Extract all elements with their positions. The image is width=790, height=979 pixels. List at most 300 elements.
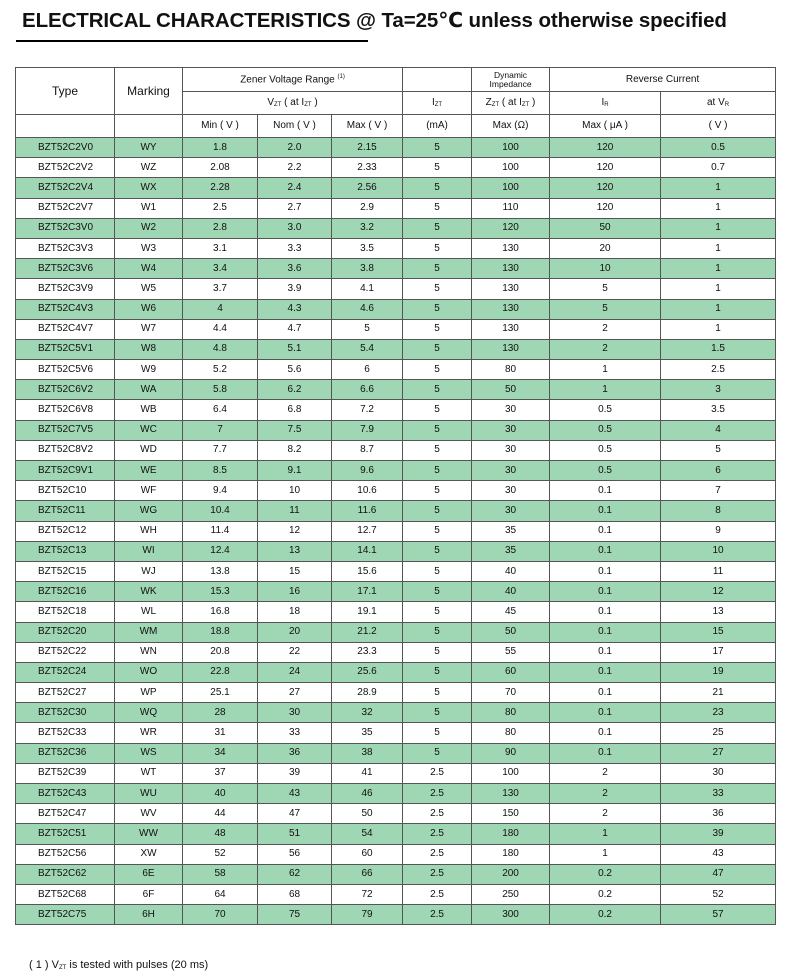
cell-type: BZT52C9V1 [16, 461, 115, 481]
table-row [16, 420, 776, 440]
cell-izt: 5 [403, 238, 472, 258]
cell-min: 40 [183, 784, 258, 804]
cell-ir: 1 [550, 824, 661, 844]
cell-izt: 5 [403, 178, 472, 198]
cell-marking: WC [115, 420, 183, 440]
cell-marking: W6 [115, 299, 183, 319]
cell-type: BZT52C6V2 [16, 380, 115, 400]
cell-zzt: 130 [472, 339, 550, 359]
cell-type: BZT52C68 [16, 884, 115, 904]
cell-vr: 1 [661, 218, 776, 238]
cell-marking: WH [115, 521, 183, 541]
cell-ir: 0.1 [550, 683, 661, 703]
cell-vr: 10 [661, 541, 776, 561]
col-header-reverse-current: Reverse Current [550, 68, 776, 92]
cell-vr: 11 [661, 561, 776, 581]
table-row [16, 198, 776, 218]
cell-ir: 1 [550, 844, 661, 864]
cell-min: 16.8 [183, 602, 258, 622]
cell-marking: WR [115, 723, 183, 743]
cell-type: BZT52C51 [16, 824, 115, 844]
table-body [16, 138, 776, 925]
cell-type: BZT52C6V8 [16, 400, 115, 420]
col-header-ma: (mA) [403, 115, 472, 138]
cell-type: BZT52C20 [16, 622, 115, 642]
col-header-max-ua: Max ( μA ) [550, 115, 661, 138]
cell-ir: 120 [550, 138, 661, 158]
cell-ir: 2 [550, 763, 661, 783]
cell-marking: WV [115, 804, 183, 824]
cell-izt: 5 [403, 218, 472, 238]
cell-type: BZT52C36 [16, 743, 115, 763]
cell-nom: 56 [258, 844, 332, 864]
cell-min: 8.5 [183, 461, 258, 481]
cell-zzt: 100 [472, 158, 550, 178]
cell-ir: 5 [550, 299, 661, 319]
cell-ir: 50 [550, 218, 661, 238]
impedance-label: Impedance [489, 78, 532, 89]
cell-marking: WU [115, 784, 183, 804]
cell-nom: 3.0 [258, 218, 332, 238]
cell-zzt: 150 [472, 804, 550, 824]
cell-izt: 5 [403, 561, 472, 581]
cell-min: 18.8 [183, 622, 258, 642]
cell-izt: 5 [403, 259, 472, 279]
cell-marking: WY [115, 138, 183, 158]
cell-marking: W9 [115, 360, 183, 380]
col-header-min-v: Min ( V ) [183, 115, 258, 138]
cell-zzt: 80 [472, 703, 550, 723]
cell-ir: 5 [550, 279, 661, 299]
cell-nom: 2.7 [258, 198, 332, 218]
cell-zzt: 35 [472, 541, 550, 561]
cell-min: 44 [183, 804, 258, 824]
cell-nom: 62 [258, 864, 332, 884]
cell-max: 50 [332, 804, 403, 824]
footnote [29, 959, 208, 971]
cell-nom: 20 [258, 622, 332, 642]
cell-type: BZT52C3V3 [16, 238, 115, 258]
cell-izt: 5 [403, 602, 472, 622]
cell-vr: 3.5 [661, 400, 776, 420]
cell-izt: 5 [403, 703, 472, 723]
cell-vr: 0.5 [661, 138, 776, 158]
cell-izt: 5 [403, 723, 472, 743]
cell-zzt: 300 [472, 905, 550, 925]
cell-ir: 120 [550, 158, 661, 178]
cell-marking: WS [115, 743, 183, 763]
cell-min: 1.8 [183, 138, 258, 158]
table-row [16, 541, 776, 561]
cell-max: 32 [332, 703, 403, 723]
cell-max: 3.2 [332, 218, 403, 238]
col-header-izt: $I_{ZT}$ [403, 92, 472, 115]
cell-ir: 0.1 [550, 703, 661, 723]
cell-type: BZT52C43 [16, 784, 115, 804]
cell-zzt: 35 [472, 521, 550, 541]
cell-ir: 120 [550, 198, 661, 218]
cell-nom: 15 [258, 561, 332, 581]
cell-ir: 1 [550, 360, 661, 380]
footnote-number: ( 1 ) [29, 959, 49, 971]
dynamic-label: Dynamic [494, 69, 528, 80]
cell-nom: 12 [258, 521, 332, 541]
table-row [16, 683, 776, 703]
cell-nom: 5.6 [258, 360, 332, 380]
cell-ir: 0.1 [550, 521, 661, 541]
cell-type: BZT52C56 [16, 844, 115, 864]
cell-vr: 1 [661, 178, 776, 198]
table-row [16, 622, 776, 642]
cell-ir: 2 [550, 804, 661, 824]
cell-marking: WN [115, 642, 183, 662]
cell-max: 4.6 [332, 299, 403, 319]
cell-marking: WE [115, 461, 183, 481]
cell-ir: 0.2 [550, 884, 661, 904]
cell-zzt: 200 [472, 864, 550, 884]
cell-izt: 5 [403, 582, 472, 602]
cell-min: 13.8 [183, 561, 258, 581]
cell-min: 6.4 [183, 400, 258, 420]
cell-vr: 17 [661, 642, 776, 662]
cell-min: 22.8 [183, 662, 258, 682]
cell-marking: W4 [115, 259, 183, 279]
cell-max: 2.56 [332, 178, 403, 198]
cell-marking: 6H [115, 905, 183, 925]
col-header-nom-v: Nom ( V ) [258, 115, 332, 138]
table-row [16, 884, 776, 904]
cell-marking: W1 [115, 198, 183, 218]
cell-ir: 2 [550, 319, 661, 339]
cell-zzt: 50 [472, 622, 550, 642]
cell-ir: 0.1 [550, 622, 661, 642]
cell-nom: 8.2 [258, 440, 332, 460]
table-row [16, 602, 776, 622]
table-row [16, 763, 776, 783]
cell-type: BZT52C12 [16, 521, 115, 541]
table-row [16, 784, 776, 804]
col-header-izt-blank [403, 68, 472, 92]
cell-zzt: 90 [472, 743, 550, 763]
cell-marking: WP [115, 683, 183, 703]
cell-min: 3.1 [183, 238, 258, 258]
table-row [16, 238, 776, 258]
cell-ir: 0.1 [550, 541, 661, 561]
cell-type: BZT52C47 [16, 804, 115, 824]
cell-ir: 1 [550, 380, 661, 400]
cell-nom: 16 [258, 582, 332, 602]
cell-vr: 33 [661, 784, 776, 804]
units-marking-blank [115, 115, 183, 138]
cell-max: 2.9 [332, 198, 403, 218]
cell-vr: 1 [661, 319, 776, 339]
cell-vr: 47 [661, 864, 776, 884]
cell-min: 5.8 [183, 380, 258, 400]
cell-izt: 5 [403, 198, 472, 218]
cell-zzt: 100 [472, 138, 550, 158]
cell-marking: WZ [115, 158, 183, 178]
cell-nom: 3.3 [258, 238, 332, 258]
table-row [16, 279, 776, 299]
cell-vr: 13 [661, 602, 776, 622]
cell-izt: 5 [403, 380, 472, 400]
cell-izt: 2.5 [403, 763, 472, 783]
cell-min: 34 [183, 743, 258, 763]
cell-max: 79 [332, 905, 403, 925]
cell-nom: 3.9 [258, 279, 332, 299]
cell-type: BZT52C27 [16, 683, 115, 703]
cell-nom: 11 [258, 501, 332, 521]
table-row [16, 299, 776, 319]
table-row [16, 582, 776, 602]
cell-max: 8.7 [332, 440, 403, 460]
electrical-characteristics-table [15, 67, 776, 925]
cell-marking: XW [115, 844, 183, 864]
cell-zzt: 30 [472, 501, 550, 521]
cell-zzt: 180 [472, 844, 550, 864]
cell-ir: 0.1 [550, 723, 661, 743]
cell-nom: 36 [258, 743, 332, 763]
cell-vr: 36 [661, 804, 776, 824]
cell-zzt: 30 [472, 440, 550, 460]
cell-nom: 18 [258, 602, 332, 622]
cell-vr: 8 [661, 501, 776, 521]
cell-izt: 5 [403, 622, 472, 642]
cell-min: 52 [183, 844, 258, 864]
cell-vr: 3 [661, 380, 776, 400]
cell-ir: 0.2 [550, 905, 661, 925]
cell-max: 15.6 [332, 561, 403, 581]
page-title: ELECTRICAL CHARACTERISTICS @ Ta=25℃ unless otherwise specified [22, 9, 727, 32]
cell-vr: 12 [661, 582, 776, 602]
col-header-zzt: $Z_{ZT}$ ( at $I_{ZT}$ ) [472, 92, 550, 115]
cell-zzt: 100 [472, 178, 550, 198]
cell-marking: WB [115, 400, 183, 420]
cell-nom: 4.7 [258, 319, 332, 339]
cell-vr: 1 [661, 279, 776, 299]
cell-zzt: 130 [472, 299, 550, 319]
cell-type: BZT52C5V6 [16, 360, 115, 380]
cell-nom: 43 [258, 784, 332, 804]
cell-vr: 1 [661, 259, 776, 279]
cell-vr: 1 [661, 299, 776, 319]
cell-min: 4 [183, 299, 258, 319]
cell-nom: 24 [258, 662, 332, 682]
cell-marking: WI [115, 541, 183, 561]
cell-ir: 0.1 [550, 743, 661, 763]
cell-izt: 5 [403, 138, 472, 158]
cell-izt: 2.5 [403, 844, 472, 864]
cell-zzt: 130 [472, 238, 550, 258]
cell-zzt: 100 [472, 763, 550, 783]
cell-marking: WL [115, 602, 183, 622]
cell-type: BZT52C2V0 [16, 138, 115, 158]
cell-marking: W3 [115, 238, 183, 258]
cell-max: 25.6 [332, 662, 403, 682]
table-row [16, 319, 776, 339]
table-row [16, 158, 776, 178]
cell-zzt: 30 [472, 481, 550, 501]
cell-max: 28.9 [332, 683, 403, 703]
cell-izt: 2.5 [403, 784, 472, 804]
cell-type: BZT52C62 [16, 864, 115, 884]
cell-min: 7 [183, 420, 258, 440]
cell-vr: 4 [661, 420, 776, 440]
cell-type: BZT52C33 [16, 723, 115, 743]
cell-min: 48 [183, 824, 258, 844]
cell-max: 3.5 [332, 238, 403, 258]
cell-min: 2.08 [183, 158, 258, 178]
cell-izt: 2.5 [403, 804, 472, 824]
cell-nom: 2.2 [258, 158, 332, 178]
cell-max: 12.7 [332, 521, 403, 541]
col-header-max-ohm: Max (Ω) [472, 115, 550, 138]
cell-marking: W7 [115, 319, 183, 339]
cell-ir: 0.5 [550, 400, 661, 420]
cell-zzt: 30 [472, 400, 550, 420]
cell-max: 38 [332, 743, 403, 763]
cell-marking: WD [115, 440, 183, 460]
cell-vr: 43 [661, 844, 776, 864]
table-row [16, 481, 776, 501]
table-row [16, 723, 776, 743]
cell-vr: 19 [661, 662, 776, 682]
cell-zzt: 40 [472, 561, 550, 581]
cell-max: 3.8 [332, 259, 403, 279]
cell-vr: 23 [661, 703, 776, 723]
cell-vr: 21 [661, 683, 776, 703]
table-row [16, 864, 776, 884]
cell-izt: 5 [403, 642, 472, 662]
cell-nom: 2.0 [258, 138, 332, 158]
title-underline [16, 40, 368, 42]
col-header-zener-range [183, 68, 403, 92]
cell-max: 60 [332, 844, 403, 864]
table-row [16, 339, 776, 359]
cell-type: BZT52C30 [16, 703, 115, 723]
cell-min: 5.2 [183, 360, 258, 380]
cell-marking: W8 [115, 339, 183, 359]
cell-ir: 0.5 [550, 440, 661, 460]
table-row [16, 521, 776, 541]
col-header-max-v: Max ( V ) [332, 115, 403, 138]
cell-min: 2.28 [183, 178, 258, 198]
cell-ir: 0.2 [550, 864, 661, 884]
cell-izt: 5 [403, 279, 472, 299]
cell-vr: 5 [661, 440, 776, 460]
cell-zzt: 130 [472, 279, 550, 299]
table-row [16, 703, 776, 723]
table-row [16, 440, 776, 460]
cell-type: BZT52C15 [16, 561, 115, 581]
cell-type: BZT52C5V1 [16, 339, 115, 359]
cell-max: 10.6 [332, 481, 403, 501]
cell-izt: 5 [403, 541, 472, 561]
cell-max: 6.6 [332, 380, 403, 400]
cell-ir: 10 [550, 259, 661, 279]
cell-zzt: 130 [472, 784, 550, 804]
cell-izt: 2.5 [403, 824, 472, 844]
cell-type: BZT52C4V7 [16, 319, 115, 339]
cell-max: 7.2 [332, 400, 403, 420]
cell-vr: 1 [661, 238, 776, 258]
cell-max: 5.4 [332, 339, 403, 359]
cell-vr: 30 [661, 763, 776, 783]
cell-nom: 6.8 [258, 400, 332, 420]
table-row [16, 804, 776, 824]
cell-type: BZT52C75 [16, 905, 115, 925]
cell-marking: WF [115, 481, 183, 501]
cell-ir: 0.1 [550, 582, 661, 602]
cell-marking: WJ [115, 561, 183, 581]
cell-nom: 13 [258, 541, 332, 561]
cell-min: 58 [183, 864, 258, 884]
cell-izt: 5 [403, 481, 472, 501]
cell-ir: 0.1 [550, 662, 661, 682]
cell-min: 37 [183, 763, 258, 783]
cell-marking: WT [115, 763, 183, 783]
cell-marking: WQ [115, 703, 183, 723]
cell-min: 70 [183, 905, 258, 925]
cell-min: 15.3 [183, 582, 258, 602]
cell-max: 35 [332, 723, 403, 743]
cell-nom: 7.5 [258, 420, 332, 440]
cell-izt: 5 [403, 299, 472, 319]
cell-ir: 0.1 [550, 602, 661, 622]
table-row [16, 561, 776, 581]
cell-izt: 5 [403, 360, 472, 380]
cell-izt: 5 [403, 521, 472, 541]
cell-type: BZT52C10 [16, 481, 115, 501]
zener-range-label: Zener Voltage Range [240, 74, 335, 86]
cell-min: 64 [183, 884, 258, 904]
table-row [16, 259, 776, 279]
cell-marking: WM [115, 622, 183, 642]
cell-nom: 39 [258, 763, 332, 783]
cell-izt: 5 [403, 461, 472, 481]
cell-min: 2.8 [183, 218, 258, 238]
cell-ir: 0.1 [550, 561, 661, 581]
cell-izt: 2.5 [403, 884, 472, 904]
table-row [16, 501, 776, 521]
cell-zzt: 80 [472, 360, 550, 380]
cell-max: 7.9 [332, 420, 403, 440]
cell-nom: 3.6 [258, 259, 332, 279]
table-row [16, 380, 776, 400]
cell-zzt: 30 [472, 461, 550, 481]
table-row [16, 905, 776, 925]
cell-zzt: 80 [472, 723, 550, 743]
table-row [16, 178, 776, 198]
cell-nom: 5.1 [258, 339, 332, 359]
table-row [16, 743, 776, 763]
cell-vr: 15 [661, 622, 776, 642]
cell-izt: 5 [403, 339, 472, 359]
cell-nom: 75 [258, 905, 332, 925]
cell-zzt: 30 [472, 420, 550, 440]
cell-type: BZT52C11 [16, 501, 115, 521]
cell-zzt: 180 [472, 824, 550, 844]
cell-zzt: 130 [472, 259, 550, 279]
cell-izt: 5 [403, 158, 472, 178]
cell-marking: WW [115, 824, 183, 844]
table-row [16, 138, 776, 158]
table-header [16, 68, 776, 138]
cell-ir: 0.5 [550, 420, 661, 440]
cell-izt: 5 [403, 683, 472, 703]
cell-vr: 1 [661, 198, 776, 218]
table-row [16, 360, 776, 380]
